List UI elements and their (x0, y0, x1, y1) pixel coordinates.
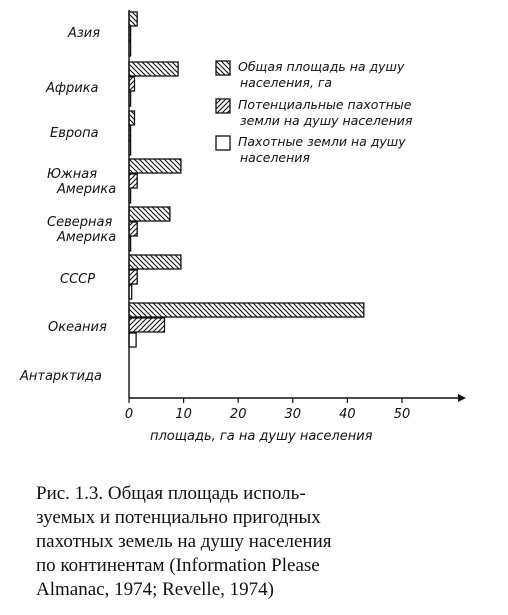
bar (129, 222, 137, 236)
caption-line: Рис. 1.3. Общая площадь исполь- (36, 483, 306, 504)
bar (129, 159, 181, 173)
legend (216, 59, 413, 165)
bar (129, 270, 137, 284)
caption-line: Almanac, 1974; Revelle, 1974) (36, 579, 274, 600)
x-tick-label: 20 (229, 407, 247, 422)
legend-label: населения, га (240, 75, 333, 90)
category-label: Америка (57, 230, 117, 245)
category-labels (19, 26, 116, 384)
x-tick-label: 10 (175, 407, 192, 422)
bar (129, 174, 137, 188)
figure-caption (36, 482, 476, 602)
legend-swatch (216, 99, 230, 113)
caption-line: пахотных земель на душу населения (36, 531, 332, 552)
bar (129, 12, 137, 26)
bar (129, 333, 136, 347)
x-axis-arrow (458, 394, 466, 402)
bar (129, 255, 181, 269)
caption-line: по континентам (Information Please (36, 555, 320, 576)
legend-swatch (216, 61, 230, 75)
category-label: Антарктида (20, 369, 103, 384)
category-label: СССР (60, 272, 96, 287)
legend-label: земли на душу населения (240, 113, 413, 128)
category-label: Южная (47, 167, 98, 182)
legend-label: населения (240, 150, 310, 165)
caption-line: зуемых и потенциально пригодных (36, 507, 321, 528)
category-label: Америка (57, 182, 117, 197)
bar (129, 77, 135, 91)
legend-label: Пахотные земли на душу (238, 134, 406, 149)
category-label: Океания (48, 320, 107, 335)
category-label: Северная (47, 215, 113, 230)
bar (129, 207, 170, 221)
category-label: Европа (50, 126, 99, 141)
x-tick-label: 30 (284, 407, 302, 422)
legend-label: Потенциальные пахотные (238, 97, 412, 112)
bar (129, 62, 178, 76)
bar (129, 303, 364, 317)
x-tick-label: 40 (339, 407, 356, 422)
x-tick-label: 0 (124, 407, 134, 422)
category-label: Африка (46, 81, 99, 96)
bar (129, 111, 135, 125)
legend-label: Общая площадь на душу (238, 59, 405, 74)
bar (129, 318, 165, 332)
x-tick-label: 50 (393, 407, 411, 422)
legend-swatch (216, 136, 230, 150)
category-label: Азия (68, 26, 101, 41)
x-axis-title: площадь, га на душу населения (150, 429, 373, 444)
